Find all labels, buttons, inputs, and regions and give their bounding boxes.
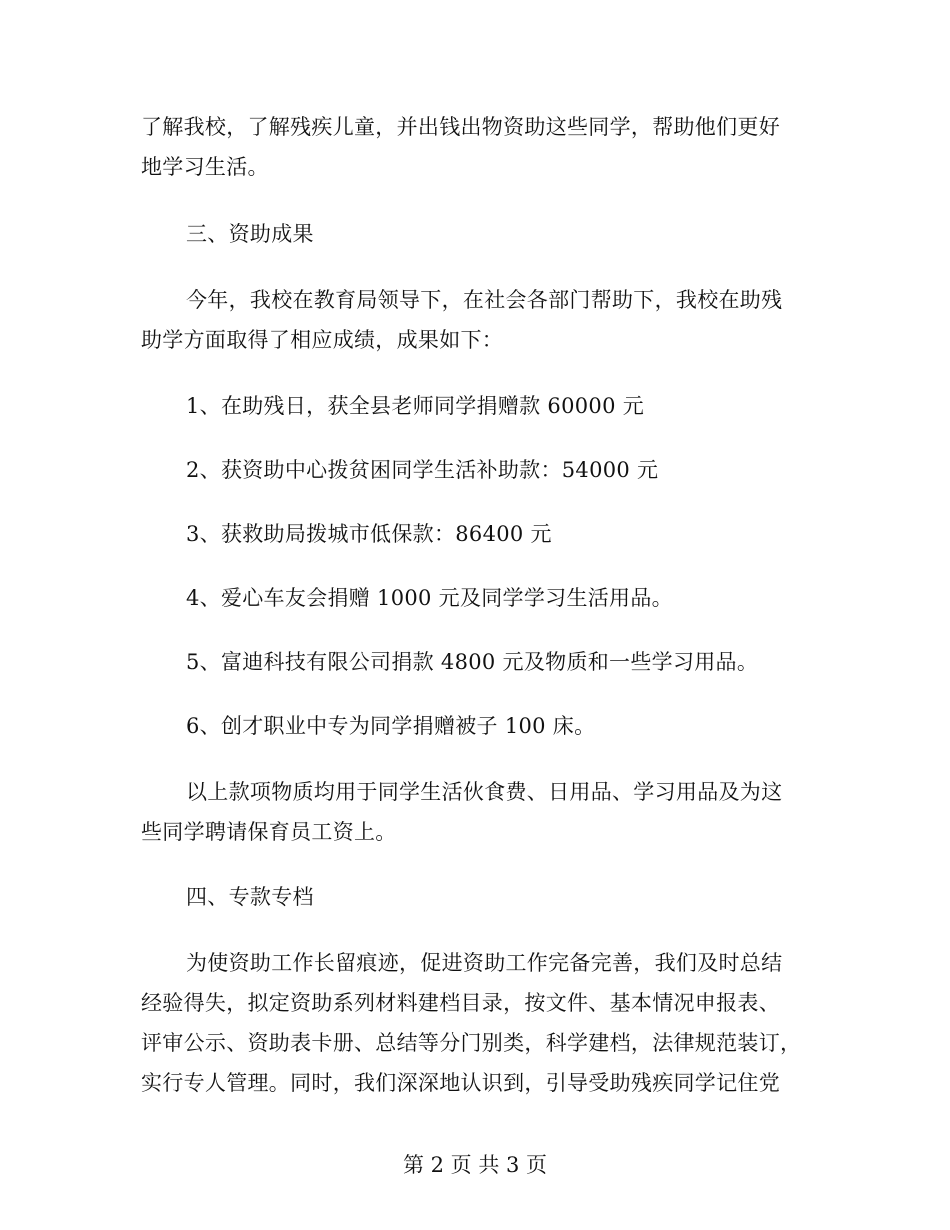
paragraph-line: 了解我校，了解残疾儿童，并出钱出物资助这些同学，帮助他们更好: [141, 115, 780, 139]
paragraph-line: 助学方面取得了相应成绩，成果如下：: [141, 328, 504, 352]
paragraph-line: 评审公示、资助表卡册、总结等分门别类，科学建档，法律规范装订，: [141, 1031, 802, 1055]
list-item: 6、创才职业中专为同学捐赠被子 100 床。: [186, 714, 596, 738]
list-item: 2、获资助中心拨贫困同学生活补助款：54000 元: [186, 458, 659, 482]
paragraph-line: 经验得失，拟定资助系列材料建档目录，按文件、基本情况申报表、: [141, 991, 780, 1015]
list-item: 4、爱心车友会捐赠 1000 元及同学学习生活用品。: [186, 586, 673, 610]
paragraph-line: 为使资助工作长留痕迹，促进资助工作完备完善，我们及时总结: [186, 951, 783, 975]
paragraph-line: 以上款项物质均用于同学生活伙食费、日用品、学习用品及为这: [186, 780, 783, 804]
section-heading: 三、资助成果: [186, 222, 314, 246]
list-item: 5、富迪科技有限公司捐款 4800 元及物质和一些学习用品。: [186, 650, 759, 674]
page-number-footer: 第 2 页 共 3 页: [402, 1153, 548, 1177]
paragraph-line: 实行专人管理。同时，我们深深地认识到，引导受助残疾同学记住党: [141, 1071, 780, 1095]
list-item: 3、获救助局拨城市低保款：86400 元: [186, 522, 552, 546]
paragraph-line: 些同学聘请保育员工资上。: [141, 820, 397, 844]
paragraph-line: 今年，我校在教育局领导下，在社会各部门帮助下，我校在助残: [186, 288, 783, 312]
paragraph-line: 地学习生活。: [141, 155, 269, 179]
section-heading: 四、专款专档: [186, 885, 314, 909]
list-item: 1、在助残日，获全县老师同学捐赠款 60000 元: [186, 394, 645, 418]
